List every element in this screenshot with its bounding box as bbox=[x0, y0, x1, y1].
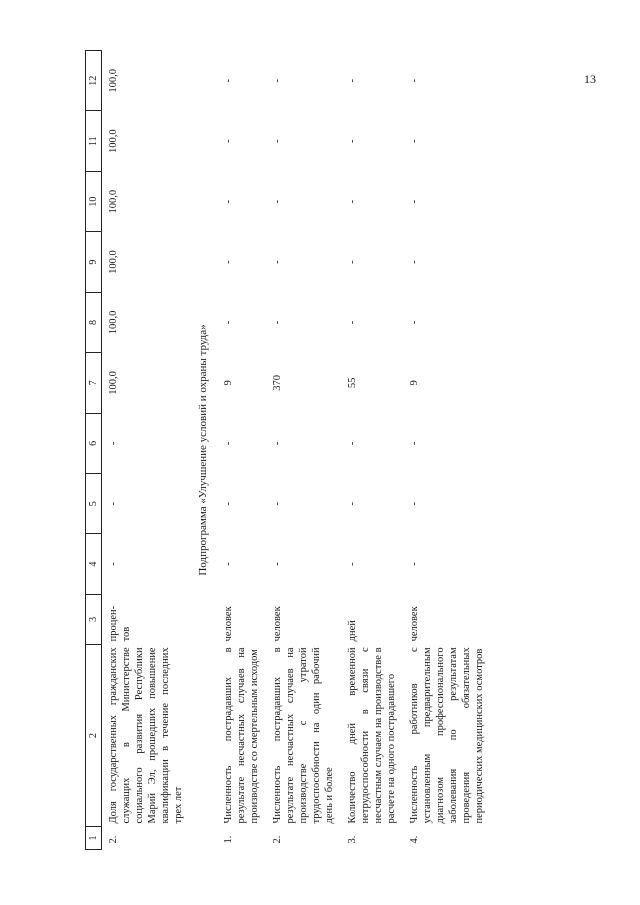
indicators-table bbox=[85, 50, 492, 850]
value-cell: - bbox=[272, 562, 283, 566]
table-row bbox=[342, 51, 404, 850]
value-cell: - bbox=[409, 502, 420, 506]
value-cell: - bbox=[223, 260, 234, 264]
value-cell: - bbox=[272, 199, 283, 204]
indicator-description: Количество дней временной нетрудоспособности в связи с несчастным случаем на производстве в расчете на одного пострадавшего bbox=[347, 647, 397, 824]
value-cell: - bbox=[409, 79, 420, 83]
value-cell: - bbox=[223, 199, 234, 204]
value-cell: 55 bbox=[347, 377, 358, 389]
value-cell: - bbox=[272, 79, 283, 83]
value-cell: - bbox=[347, 260, 358, 264]
value-cell: 100,0 bbox=[108, 310, 119, 335]
table-row bbox=[102, 51, 192, 850]
value-cell: - bbox=[223, 441, 234, 446]
header-cell: 7 bbox=[86, 353, 102, 413]
value-cell: - bbox=[223, 139, 234, 143]
value-cell: 370 bbox=[272, 375, 283, 391]
value-cell: - bbox=[272, 260, 283, 264]
value-cell: - bbox=[409, 260, 420, 264]
header-cell: 2 bbox=[86, 644, 102, 826]
header-cell: 9 bbox=[86, 232, 102, 292]
header-cell: 4 bbox=[86, 534, 102, 594]
value-cell: - bbox=[347, 502, 358, 506]
subprogram-row bbox=[191, 51, 218, 850]
value-cell: - bbox=[409, 139, 420, 143]
table-row bbox=[218, 51, 267, 850]
header-cell: 11 bbox=[86, 111, 102, 171]
header-cell: 8 bbox=[86, 292, 102, 352]
value-cell: - bbox=[409, 562, 420, 566]
value-cell: 100,0 bbox=[108, 129, 119, 154]
indicator-description: Численность работников с установленным предварительным диагнозом профессионального заболевания по результатам проведения обязательных периодических медицинских осмотров bbox=[409, 647, 485, 824]
page-number: 13 bbox=[584, 72, 596, 86]
value-cell: 100,0 bbox=[108, 250, 119, 274]
value-cell: - bbox=[272, 139, 283, 143]
unit: человек bbox=[272, 606, 283, 642]
value-cell: - bbox=[347, 441, 358, 446]
value-cell: 100,0 bbox=[108, 371, 119, 395]
value-cell: - bbox=[223, 562, 234, 566]
value-cell: - bbox=[409, 441, 420, 446]
value-cell: 9 bbox=[223, 380, 234, 386]
unit: человек bbox=[223, 606, 234, 642]
value-cell: 100,0 bbox=[108, 189, 119, 214]
value-cell: - bbox=[347, 79, 358, 83]
value-cell: - bbox=[108, 562, 119, 566]
header-cell: 12 bbox=[86, 51, 102, 112]
header-cell: 10 bbox=[86, 171, 102, 231]
table-row bbox=[404, 51, 492, 850]
header-row bbox=[86, 51, 102, 850]
value-cell: - bbox=[347, 199, 358, 204]
value-cell: - bbox=[409, 199, 420, 204]
value-cell: - bbox=[108, 502, 119, 506]
row-number: 4. bbox=[409, 835, 420, 844]
value-cell: 100,0 bbox=[108, 68, 119, 93]
unit: человек bbox=[409, 606, 420, 642]
value-cell: - bbox=[272, 320, 283, 325]
indicator-description: Численность пострадавших в результате несчастных случаев на производстве со смертельным исходом bbox=[223, 647, 260, 824]
table-row bbox=[267, 51, 342, 850]
value-cell: - bbox=[347, 562, 358, 566]
header-cell: 3 bbox=[86, 594, 102, 644]
value-cell: - bbox=[409, 320, 420, 325]
value-cell: - bbox=[347, 320, 358, 325]
row-number: 2. bbox=[272, 835, 283, 844]
value-cell: - bbox=[272, 502, 283, 506]
indicator-description: Доля государственных гражданских служащих в Министерстве социального развития Республики Марий Эл, прошедших повышение квалификации в течение последних трех лет bbox=[108, 647, 184, 824]
row-number: 2. bbox=[108, 835, 119, 844]
header-cell: 5 bbox=[86, 474, 102, 534]
header-cell: 1 bbox=[86, 827, 102, 850]
header-cell: 6 bbox=[86, 413, 102, 473]
row-number: 3. bbox=[347, 835, 358, 844]
value-cell: - bbox=[347, 139, 358, 143]
unit: процен-тов bbox=[108, 605, 132, 642]
value-cell: - bbox=[223, 502, 234, 506]
row-number: 1. bbox=[223, 835, 234, 844]
unit: дней bbox=[347, 620, 358, 642]
subprogram-title: Подпрограмма «Улучшение условий и охраны труда» bbox=[197, 324, 209, 576]
indicator-description: Численность пострадавших в результате несчастных случаев на производстве с утратой трудоспособности на один рабочий день и более bbox=[272, 647, 335, 824]
value-cell: - bbox=[272, 441, 283, 446]
value-cell: - bbox=[223, 320, 234, 325]
value-cell: - bbox=[108, 441, 119, 446]
rotated-table-page bbox=[85, 50, 600, 850]
value-cell: - bbox=[223, 79, 234, 83]
value-cell: 9 bbox=[409, 380, 420, 386]
